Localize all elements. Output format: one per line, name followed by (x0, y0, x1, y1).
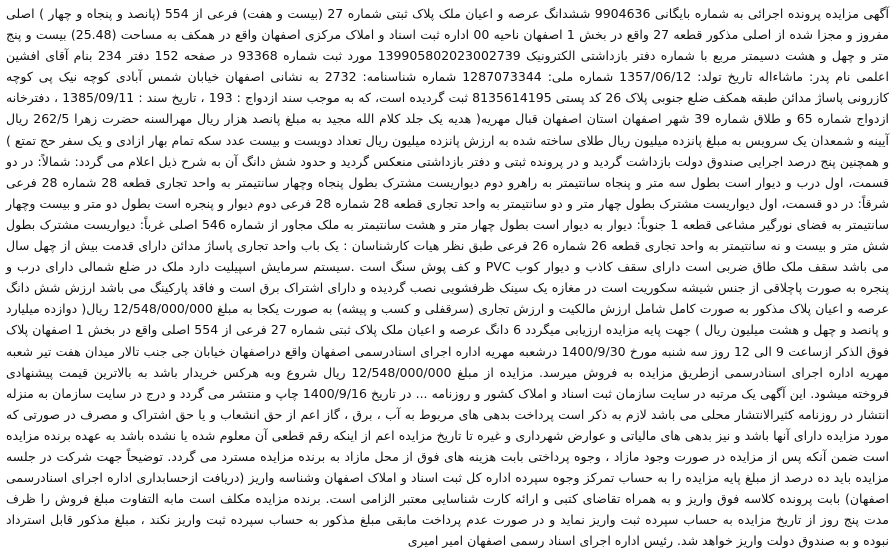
notice-body-text: آگهی مزایده پرونده اجرائی به شماره بایگانی 9904636 ششدانگ عرصه و اعیان ملک پلاک ثبتی شماره 27 (بیست و هفت) فرعی از 554 (پانصد و پنجاه و چهار ) اصلی مفروز و مجزا شده از اصلی مذکور قطعه 27 واقع در بخش 1 اصفهان ناحیه 00 اداره ثبت اسناد و املاک مرکزی اصفهان واقع در همکف به مساحت (25.48) بیست و پنج متر و چهل و هشت دسیمتر مربع با شماره دفتر بازداشتی الکترونیک 139905802023002739 مورد ثبت شماره 93368 در صفحه 152 دفتر 234 بنام آقای افشین اعلمی نام پدر: ماشاءاله تاریخ تولد: 1357/06/12 شماره ملی: 1287073344 شماره شناسنامه: 2732 به نشانی اصفهان خیابان شمس آبادی کوچه نیک پی کوچه کازرونی پاساژ مدائن طبقه همکف ضلع جنوبی پلاک 26 کد پستی 8135614195 ثبت گردیده است، که به موجب سند ازدواج : 193 ، تاریخ سند : 1385/09/11 ، دفترخانه ازدواج شماره 65 و طلاق شماره 39 شهر اصفهان استان اصفهان قبال مهریه( هدیه یک جلد کلام الله مجید به مبلغ پانصد هزار ریال مهرالسنه حضرت زهرا 262/5 ریال آیینه و شمعدان یک سرویس به مبلغ پانزده میلیون ریال طلای ساخته شده به ارزش پانزده میلیون ریال تعداد دویست و بیست عدد سکه تمام بهار ازادی و یک سفر حج تمتع ) و همچنین پنج درصد اجرایی صندوق دولت بازداشت گردید و در پرونده ثبتی و دفتر بازداشتی منعکس گردید و حدود شش دانگ آن به شرح ذیل اعلام می گردد: شمالاً: در دو قسمت، اول درب و دیوار است بطول سه متر و پنجاه سانتیمتر به راهرو دوم دیواریست مشترک بطول پنجاه وچهار سانتیمتر به واحد تجاری قطعه 28 شماره 28 فرعی شرقاً: در دو قسمت، اول دیواریست مشترک بطول چهار متر و دو سانتیمتر به واحد تجاری قطعه 28 شماره 28 فرعی دوم دیوار و پنجره است بطول دو متر و بیست وچهار سانتیمتر به فضای نورگیر مشاعی قطعه 1 جنوباً: دیوار به دیوار است بطول چهار متر و هشت سانتیمتر به ملک مجاور از شماره 546 اصلی غرباً: دیواریست مشترک بطول شش متر و بیست و نه سانتیمتر به واحد تجاری قطعه 26 شماره 26 فرعی طبق نظر هیات کارشناسان : یک باب واحد تجاری پاساژ مدائن دارای قدمت بیش از چهل سال می باشد سقف ملک طاق ضربی است دارای سقف کاذب و دیوار کوب PVC و کف پوش سنگ است .سیستم سرمایش اسپیلیت دارد ملک در ضلع شمالی دارای درب و پنجره به صورت پاچلاقی از جنس شیشه سکوریت است در مغازه یک سینک ظرفشویی نصب گردیده و دارای اشتراک برق است و فاقد پارکینگ می باشد ارزش شش دانگ عرصه و اعیان پلاک مذکور به صورت کامل شامل ارزش مالکیت و ارزش تجاری (سرقفلی و کسب و پیشه) به صورت یکجا به مبلغ 12/548/000/000 ریال( دوازده میلیارد و پانصد و چهل و هشت میلیون ریال ) جهت پایه مزایده ارزیابی میگردد 6 دانگ عرصه و اعیان ملک پلاک ثبتی شماره 27 فرعی از 554 اصلی واقع در بخش 1 اصفهان پلاک فوق الذکر ازساعت 9 الی 12 روز سه شنبه مورخ 1400/9/30 درشعبه مهریه اداره اجرای اسنادرسمی اصفهان واقع دراصفهان خیابان جی جنب تالار میدان هفت تیر شعبه مهریه اداره اجرای اسنادرسمی ازطریق مزایده به فروش میرسد. مزایده از مبلغ 12/548/000/000 ریال شروع وبه هرکس خریدار باشد به بالاترین قیمت پیشنهادی فروخته میشود. این آگهی یک مرتبه در سایت سازمان ثبت اسناد و املاک کشور و روزنامه ... در تاریخ 1400/9/16 چاپ و منتشر می گردد و درج در سایت سازمان به منزله انتشار در روزنامه کثیرالانتشار محلی می باشد لازم به ذکر است پرداخت بدهی های مربوط به آب ، برق ، گاز اعم از حق انشعاب و یا حق اشتراک و مصرف در صورتی که مورد مزایده دارای آنها باشد و نیز بدهی های مالیاتی و عوارض شهرداری و غیره تا تاریخ مزایده اعم از اینکه رقم قطعی آن معلوم شده یا نشده باشد به عهده برنده مزایده است ضمن آنکه پس از مزایده در صورت وجود مازاد ، وجوه پرداختی بابت هزینه های فوق از محل مازاد به برنده مزایده مسترد می گردد. توضیحاً جهت شرکت در جلسه مزایده باید ده درصد از مبلغ پایه مزایده را به حساب تمرکز وجوه سپرده اداره کل ثبت اسناد و املاک اصفهان وشناسه واریز (دریافت ازحسابداری اداره اجرای اسنادرسمی اصفهان) بابت پرونده کلاسه فوق واریز و به همراه تقاضای کتبی و ارائه کارت شناسایی معتبر الزامی است. برنده مزایده مکلف است مابه التفاوت مبلغ فروش را ظرف مدت پنج روز از تاریخ مزایده به حساب سپرده ثبت واریز نماید و در صورت عدم پرداخت مابقی مبلغ مذکور به حساب سپرده ثبت واریز نکند ، مبلغ مذکور قابل استرداد نبوده و به صندوق دولت واریز خواهد شد. رئیس اداره اجرای اسناد رسمی اصفهان امیر امیری (6, 6, 890, 549)
